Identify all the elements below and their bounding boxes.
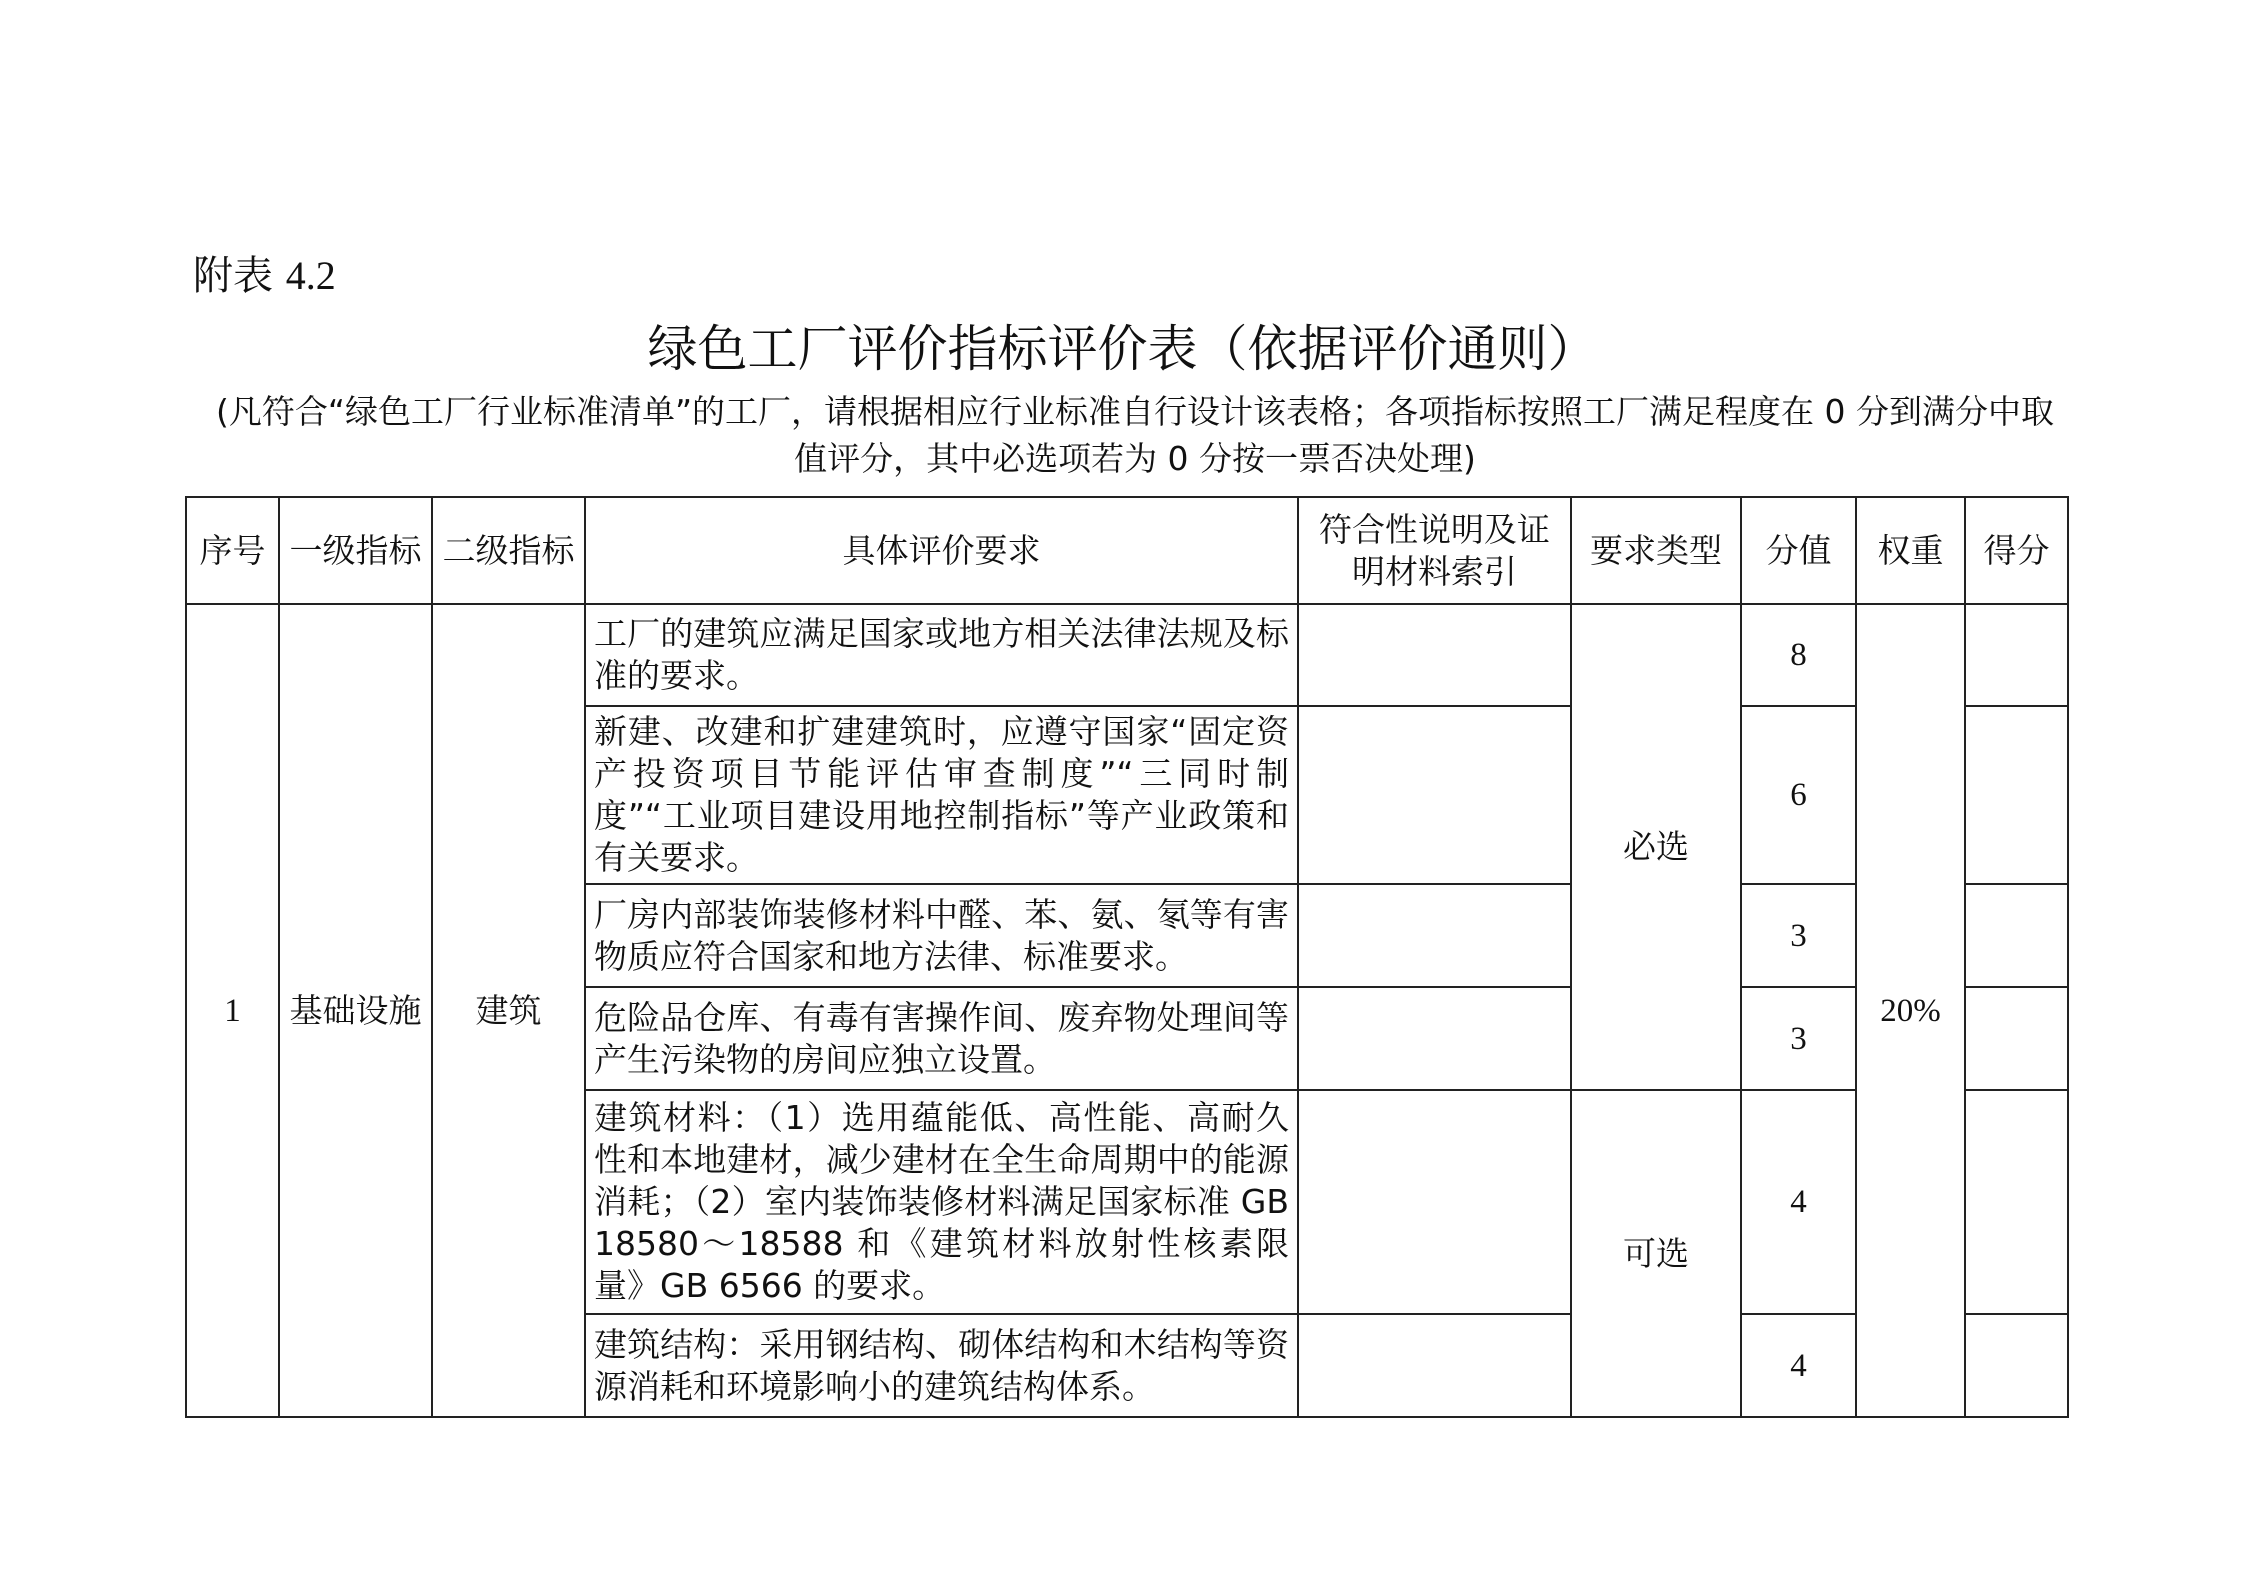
cell-requirement: 工厂的建筑应满足国家或地方相关法律法规及标准的要求。 (585, 604, 1298, 706)
cell-level1: 基础设施 (279, 604, 432, 1417)
cell-score (1965, 604, 2068, 706)
cell-score-value: 3 (1741, 987, 1856, 1090)
header-evidence: 符合性说明及证明材料索引 (1298, 497, 1571, 604)
evaluation-table (185, 496, 2069, 1418)
cell-evidence (1298, 884, 1571, 987)
cell-score (1965, 706, 2068, 884)
cell-evidence (1298, 987, 1571, 1090)
cell-requirement: 建筑结构：采用钢结构、砌体结构和木结构等资源消耗和环境影响小的建筑结构体系。 (585, 1314, 1298, 1417)
cell-evidence (1298, 706, 1571, 884)
cell-score-value: 8 (1741, 604, 1856, 706)
cell-score-value: 4 (1741, 1090, 1856, 1314)
header-type: 要求类型 (1571, 497, 1741, 604)
table-header-row (186, 497, 2068, 604)
document-title: 绿色工厂评价指标评价表（依据评价通则） (647, 320, 1598, 378)
header-seq: 序号 (186, 497, 279, 604)
header-level2: 二级指标 (432, 497, 585, 604)
appendix-label-number: 4.2 (285, 253, 336, 298)
cell-score-value: 4 (1741, 1314, 1856, 1417)
cell-score (1965, 884, 2068, 987)
header-requirement: 具体评价要求 (585, 497, 1298, 604)
cell-score-value: 3 (1741, 884, 1856, 987)
cell-weight: 20% (1856, 604, 1965, 1417)
cell-score (1965, 1090, 2068, 1314)
cell-evidence (1298, 1314, 1571, 1417)
cell-evidence (1298, 1090, 1571, 1314)
cell-level2: 建筑 (432, 604, 585, 1417)
cell-type-mandatory: 必选 (1571, 604, 1741, 1090)
appendix-label-text: 附表 (193, 253, 273, 299)
cell-score (1965, 1314, 2068, 1417)
cell-type-optional: 可选 (1571, 1090, 1741, 1417)
cell-evidence (1298, 604, 1571, 706)
cell-score-value: 6 (1741, 706, 1856, 884)
cell-seq: 1 (186, 604, 279, 1417)
cell-requirement: 建筑材料：（1）选用蕴能低、高性能、高耐久性和本地建材，减少建材在全生命周期中的能源消耗；（2）室内装饰装修材料满足国家标准 GB 18580～18588 和《建筑材料放射性核素限量》GB 6566 的要求。 (585, 1090, 1298, 1314)
header-score: 得分 (1965, 497, 2068, 604)
header-weight: 权重 (1856, 497, 1965, 604)
cell-requirement: 新建、改建和扩建建筑时，应遵守国家“固定资产投资项目节能评估审查制度”“三同时制度”“工业项目建设用地控制指标”等产业政策和有关要求。 (585, 706, 1298, 884)
table-row (186, 604, 2068, 706)
cell-requirement: 厂房内部装饰装修材料中醛、苯、氨、氡等有害物质应符合国家和地方法律、标准要求。 (585, 884, 1298, 987)
header-score-value: 分值 (1741, 497, 1856, 604)
document-note: (凡符合“绿色工厂行业标准清单”的工厂，请根据相应行业标准自行设计该表格；各项指标按照工厂满足程度在 0 分到满分中取值评分，其中必选项若为 0 分按一票否决处理) (215, 392, 2055, 478)
appendix-label (193, 248, 336, 304)
header-level1: 一级指标 (279, 497, 432, 604)
cell-score (1965, 987, 2068, 1090)
cell-requirement: 危险品仓库、有毒有害操作间、废弃物处理间等产生污染物的房间应独立设置。 (585, 987, 1298, 1090)
